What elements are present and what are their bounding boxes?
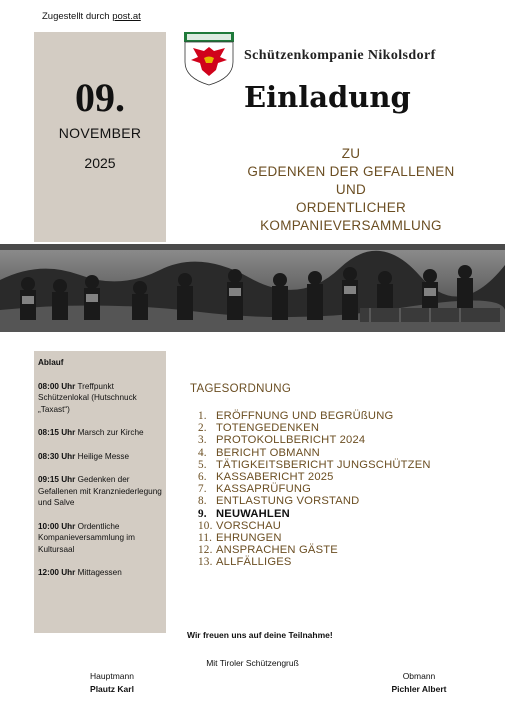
schedule-item: [38, 427, 162, 439]
agenda-number: 7.: [198, 483, 207, 496]
schedule-text: Treffpunkt Schützenlokal (Hutschnuck „Taxast“): [38, 381, 137, 414]
schedule-time: 08:00 Uhr: [38, 381, 76, 391]
schedule-item: [38, 451, 162, 463]
schedule-time: 08:15 Uhr: [38, 428, 76, 437]
schedule-time: 10:00 Uhr: [38, 521, 76, 531]
agenda-number: 4.: [198, 446, 207, 459]
subtitle-line: ORDENTLICHER: [295, 200, 407, 215]
agenda-item: [198, 544, 431, 556]
signature-role: Obmann: [402, 671, 436, 681]
delivered-prefix: Zugestellt durch: [42, 11, 113, 22]
schedule-text: Heilige Messe: [75, 451, 130, 461]
subtitle: [216, 145, 486, 235]
signature-name: Pichler Albert: [391, 684, 447, 694]
schedule-text: Ordentliche Kompanieversammlung im Kultursaal: [38, 521, 135, 554]
schedule-item: [38, 381, 162, 416]
agenda-text: BERICHT OBMANN: [216, 446, 320, 459]
agenda-item: [198, 447, 431, 459]
agenda-text: TÄTIGKEITSBERICHT JUNGSCHÜTZEN: [216, 458, 431, 471]
signature-left: [72, 671, 152, 694]
agenda-item: [198, 410, 431, 422]
subtitle-line: GEDENKEN DER GEFALLENEN: [247, 164, 455, 179]
schedule-item: [38, 521, 162, 556]
agenda-number: 2.: [198, 422, 207, 435]
agenda-text: ENTLASTUNG VORSTAND: [216, 495, 360, 508]
agenda-text: ANSPRACHEN GÄSTE: [216, 544, 338, 557]
group-photo: [0, 250, 505, 332]
agenda-text: NEUWAHLEN: [216, 507, 290, 520]
agenda-number: 5.: [198, 458, 207, 471]
agenda-number: 1.: [198, 410, 207, 422]
date-day: 09.: [75, 75, 125, 120]
page-title: Einladung: [244, 80, 411, 114]
schedule-text: Mittagessen: [75, 568, 122, 577]
agenda-text: KASSAPRÜFUNG: [216, 483, 312, 496]
date-box: [34, 32, 166, 242]
post-link[interactable]: post.at: [112, 11, 141, 22]
agenda-text: TOTENGEDENKEN: [216, 422, 320, 435]
agenda-number: 11.: [198, 532, 213, 545]
schedule-text: Marsch zur Kirche: [75, 428, 144, 437]
date-month: NOVEMBER: [58, 125, 142, 141]
agenda-title: TAGESORDNUNG: [190, 383, 292, 395]
schedule-box: [34, 351, 166, 633]
signature-name: Plautz Karl: [90, 684, 134, 694]
agenda-number: 10.: [198, 519, 213, 532]
greeting: Mit Tiroler Schützengruß: [206, 658, 299, 668]
schedule-time: 09:15 Uhr: [38, 475, 76, 484]
delivered-note: [42, 11, 141, 22]
agenda-item: [198, 483, 431, 495]
agenda-item: [198, 556, 431, 568]
agenda-text: VORSCHAU: [216, 519, 282, 532]
agenda-number: 3.: [198, 434, 207, 447]
call-to-action: Wir freuen uns auf deine Teilnahme!: [187, 630, 333, 640]
schedule-time: 08:30 Uhr: [38, 451, 76, 461]
agenda-number: 12.: [198, 544, 213, 557]
agenda-item: [198, 520, 431, 532]
agenda-list: [198, 410, 431, 569]
schedule-text: Gedenken der Gefallenen mit Kranzniederlegung und Salve: [38, 475, 162, 507]
agenda-text: EHRUNGEN: [216, 532, 282, 545]
agenda-item: [198, 508, 431, 520]
agenda-number: 6.: [198, 471, 207, 484]
schedule-item: [38, 474, 162, 509]
subtitle-line: ZU: [341, 146, 361, 161]
agenda-number: 8.: [198, 495, 207, 508]
subtitle-line: UND: [335, 182, 367, 197]
tyrol-eagle-crest-icon: [181, 30, 237, 86]
signature-role: Hauptmann: [90, 671, 134, 681]
agenda-item: [198, 532, 431, 544]
schedule-heading: Ablauf: [38, 358, 64, 367]
date-year: 2025: [84, 155, 116, 171]
agenda-number: 9.: [198, 507, 207, 520]
agenda-text: ERÖFFNUNG UND BEGRÜßUNG: [216, 410, 394, 422]
agenda-text: ALLFÄLLIGES: [216, 556, 292, 569]
agenda-item: [198, 495, 431, 507]
agenda-number: 13.: [198, 556, 213, 569]
subtitle-line: KOMPANIEVERSAMMLUNG: [260, 218, 442, 233]
schedule-item: [38, 567, 162, 579]
agenda-item: [198, 422, 431, 434]
agenda-item: [198, 471, 431, 483]
schedule-time: 12:00 Uhr: [38, 568, 76, 577]
signature-right: [374, 671, 464, 694]
agenda-text: KASSABERICHT 2025: [216, 471, 334, 484]
company-name: Schützenkompanie Nikolsdorf: [244, 48, 436, 63]
agenda-item: [198, 434, 431, 446]
agenda-item: [198, 459, 431, 471]
agenda-text: PROTOKOLLBERICHT 2024: [216, 434, 366, 447]
